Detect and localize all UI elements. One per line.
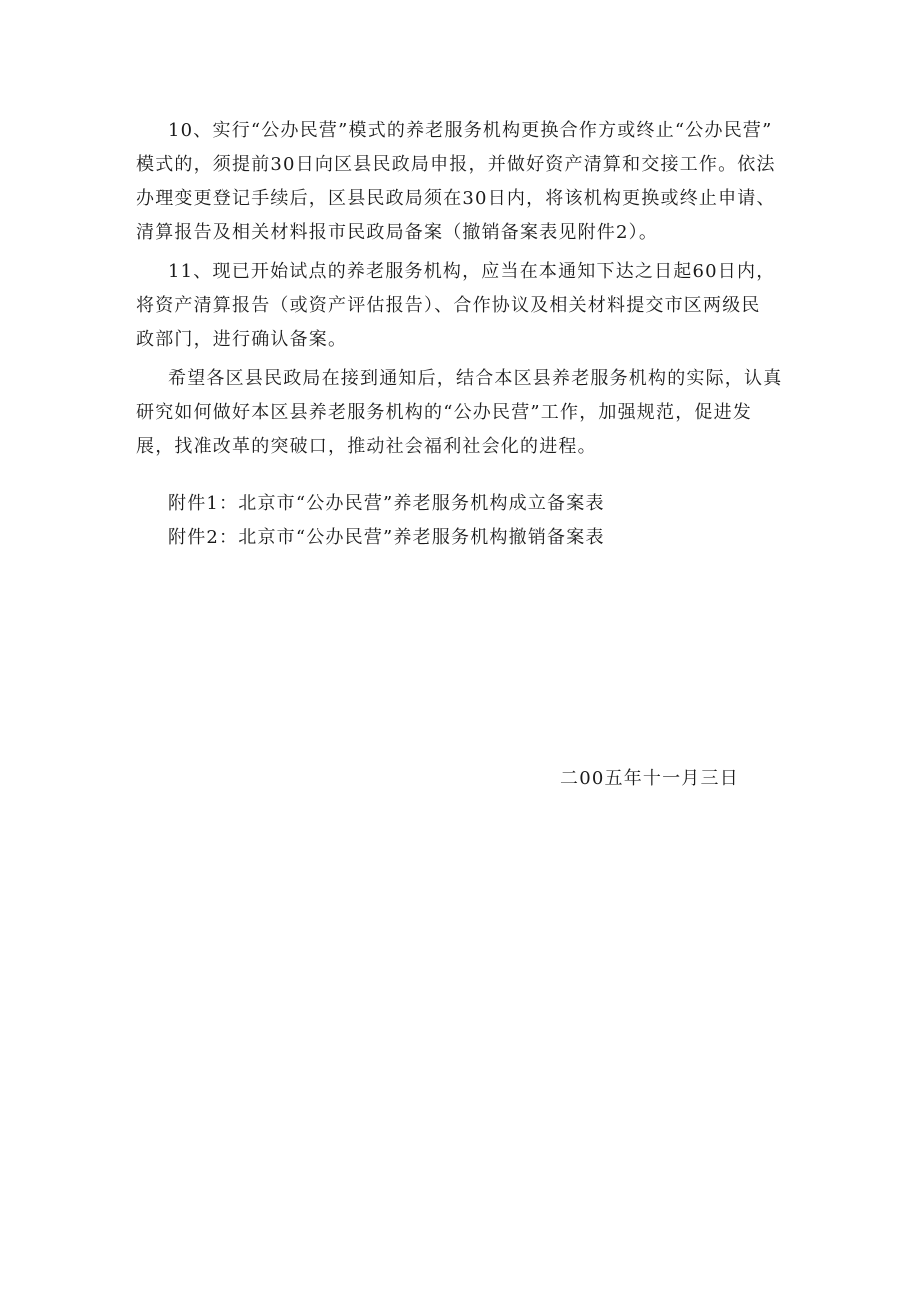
text-line: 办理变更登记手续后，区县民政局须在30日内，将该机构更换或终止申请、 xyxy=(136,188,776,209)
text-line: 展，找准改革的突破口，推动社会福利社会化的进程。 xyxy=(136,436,597,457)
paragraph-closing xyxy=(136,362,816,464)
text-line: 10、实行“公办民营”模式的养老服务机构更换合作方或终止“公办民营” xyxy=(168,120,773,141)
attachment-list xyxy=(168,487,808,555)
body-text xyxy=(136,114,816,469)
attachment-item-1: 附件1：北京市“公办民营”养老服务机构成立备案表 xyxy=(168,493,605,514)
paragraph-item-11 xyxy=(136,255,816,357)
text-line: 希望各区县民政局在接到通知后，结合本区县养老服务机构的实际，认真 xyxy=(168,368,783,389)
attachment-item-2: 附件2：北京市“公办民营”养老服务机构撤销备案表 xyxy=(168,527,605,548)
text-line: 将资产清算报告（或资产评估报告）、合作协议及相关材料提交市区两级民 xyxy=(136,295,761,316)
text-line: 模式的，须提前30日向区县民政局申报，并做好资产清算和交接工作。依法 xyxy=(136,154,776,175)
text-line: 11、现已开始试点的养老服务机构，应当在本通知下达之日起60日内， xyxy=(168,261,776,282)
paragraph-item-10 xyxy=(136,114,816,250)
text-line: 政部门，进行确认备案。 xyxy=(136,329,348,350)
document-date: 二00五年十一月三日 xyxy=(560,768,739,789)
text-line: 研究如何做好本区县养老服务机构的“公办民营”工作，加强规范，促进发 xyxy=(136,402,753,423)
text-line: 清算报告及相关材料报市民政局备案（撤销备案表见附件2）。 xyxy=(136,222,659,243)
